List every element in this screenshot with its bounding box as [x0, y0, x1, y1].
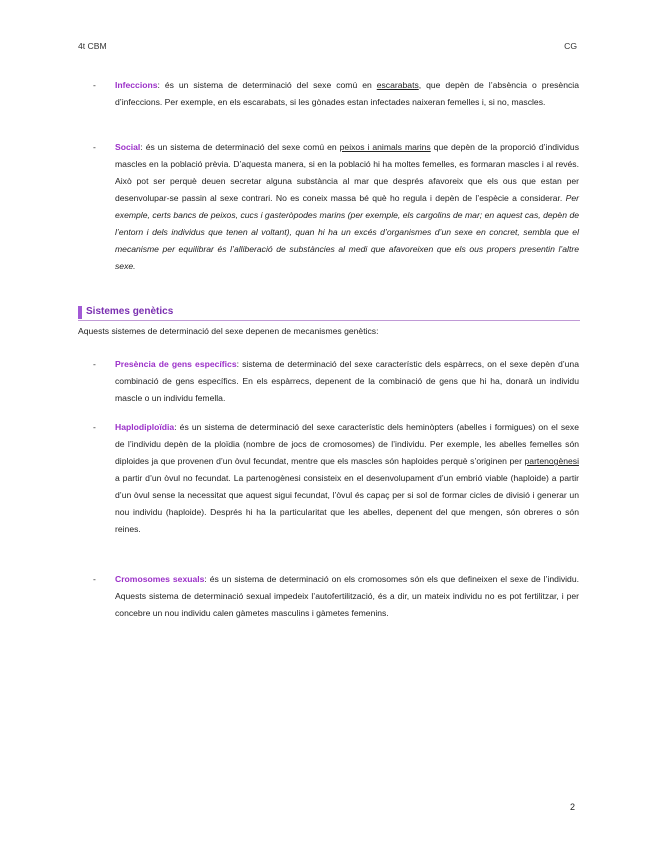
- bullet-marker: -: [93, 359, 96, 369]
- link-escarabats[interactable]: escarabats: [376, 80, 419, 90]
- bullet-marker: -: [93, 574, 96, 584]
- link-peixos[interactable]: peixos i animals marins: [339, 142, 431, 152]
- bullet-marker: -: [93, 142, 96, 152]
- haplo-text-1: : és un sistema de determinació del sexe característic dels heminòpters (abelles i formigues) on el sexe de l’individu depèn de la ploïdia (nombre de jocs de cromosomes) de l’individu. Per exemple, les abelles femelles són diploides ja que provenen d’un òvul fecundat, mentre que els mascles són haploides perquè s’originen per: [115, 422, 579, 466]
- link-partenogenesi[interactable]: partenogènesi: [524, 456, 579, 466]
- item-text: [115, 139, 579, 275]
- list-item-gens: [95, 356, 579, 407]
- list-item-haplodiploidia: [95, 419, 579, 538]
- social-example-italic: Per exemple, certs bancs de peixos, cucs i gasteròpodes marins (per exemple, els cargolins de mar; en aquest cas, depèn de l’entorn i dels individus que tenen al voltant), quan hi ha un excés d’organismes d’un sexe en concret, sembla que el mecanisme per equilibrar és l’alliberació de substàncies al medi que afavoreixen que els ous propers presentin l’altre sexe.: [115, 193, 579, 271]
- section-intro: Aquests sistemes de determinació del sexe depenen de mecanismes genètics:: [78, 326, 379, 336]
- section-accent-bar: [78, 306, 82, 319]
- item-text: [115, 356, 579, 407]
- item-text: [115, 77, 579, 111]
- gens-text: : sistema de determinació del sexe característic dels espàrrecs, on el sexe depèn d’una combinació de gens específics. En els espàrrecs, depenent de la combinació de gens que hi ha, donarà un individu mascle o un individu femella.: [115, 359, 579, 403]
- list-item-cromosomes: [95, 571, 579, 622]
- header-initials: CG: [564, 41, 577, 51]
- term-social: Social: [115, 142, 141, 152]
- list-item-social: [95, 139, 579, 275]
- term-haplodiploidia: Haplodiploïdia: [115, 422, 175, 432]
- infeccions-text-1: : és un sistema de determinació del sexe comú en: [157, 80, 377, 90]
- term-cromosomes: Cromosomes sexuals: [115, 574, 205, 584]
- infeccions-text-2: , que depèn de l’absència o presència d’infeccions. Per exemple, en els escarabats, si les gònades estan infectades naixeran femelles i, si no, mascles.: [115, 80, 579, 107]
- page-number: 2: [569, 802, 575, 812]
- section-title: Sistemes genètics: [86, 306, 174, 317]
- list-item-infeccions: [95, 77, 579, 111]
- bullet-marker: -: [93, 80, 96, 90]
- term-gens: Presència de gens específics: [115, 359, 237, 369]
- header-course: 4t CBM: [78, 41, 107, 51]
- haplo-text-2: a partir d’un òvul no fecundat. La partenogènesi consisteix en el desenvolupament d’un embrió viable (haploide) a partir d’un òvul sense la necessitat que aquest sigui fecundat, l’òvul és capaç per si sol de formar cicles de divisió i generar un nou individu (haploide). Després hi ha la particularitat que les abelles, depenent del que mengen, són obreres o són reines.: [115, 473, 579, 534]
- section-heading: [78, 305, 580, 321]
- social-text-1: : és un sistema de determinació del sexe comú en: [140, 142, 340, 152]
- cromo-text: : és un sistema de determinació on els cromosomes són els que defineixen el sexe de l’individu. Aquests sistema de determinació sexual impedeix l’autofertilització, és a dir, un mateix individu no es pot fertilitzar, i per concebre un nou individu calen gàmetes masculins i gàmetes femenins.: [115, 574, 580, 618]
- social-text-2: que depèn de la proporció d’individus mascles en la població prèvia. D’aquesta manera, si en la població hi ha moltes femelles, es formaran mascles i al revés. Això pot ser perquè deuen secretar alguna substància al mar que després afavoreix que els ous que estan per desenvolupar-se passin al sexe contrari. No es coneix massa bé què ho regula i depèn de l’espècie a considerar.: [115, 142, 580, 203]
- item-text: [115, 571, 579, 622]
- term-infeccions: Infeccions: [115, 80, 158, 90]
- bullet-marker: -: [93, 422, 96, 432]
- item-text: [115, 419, 579, 538]
